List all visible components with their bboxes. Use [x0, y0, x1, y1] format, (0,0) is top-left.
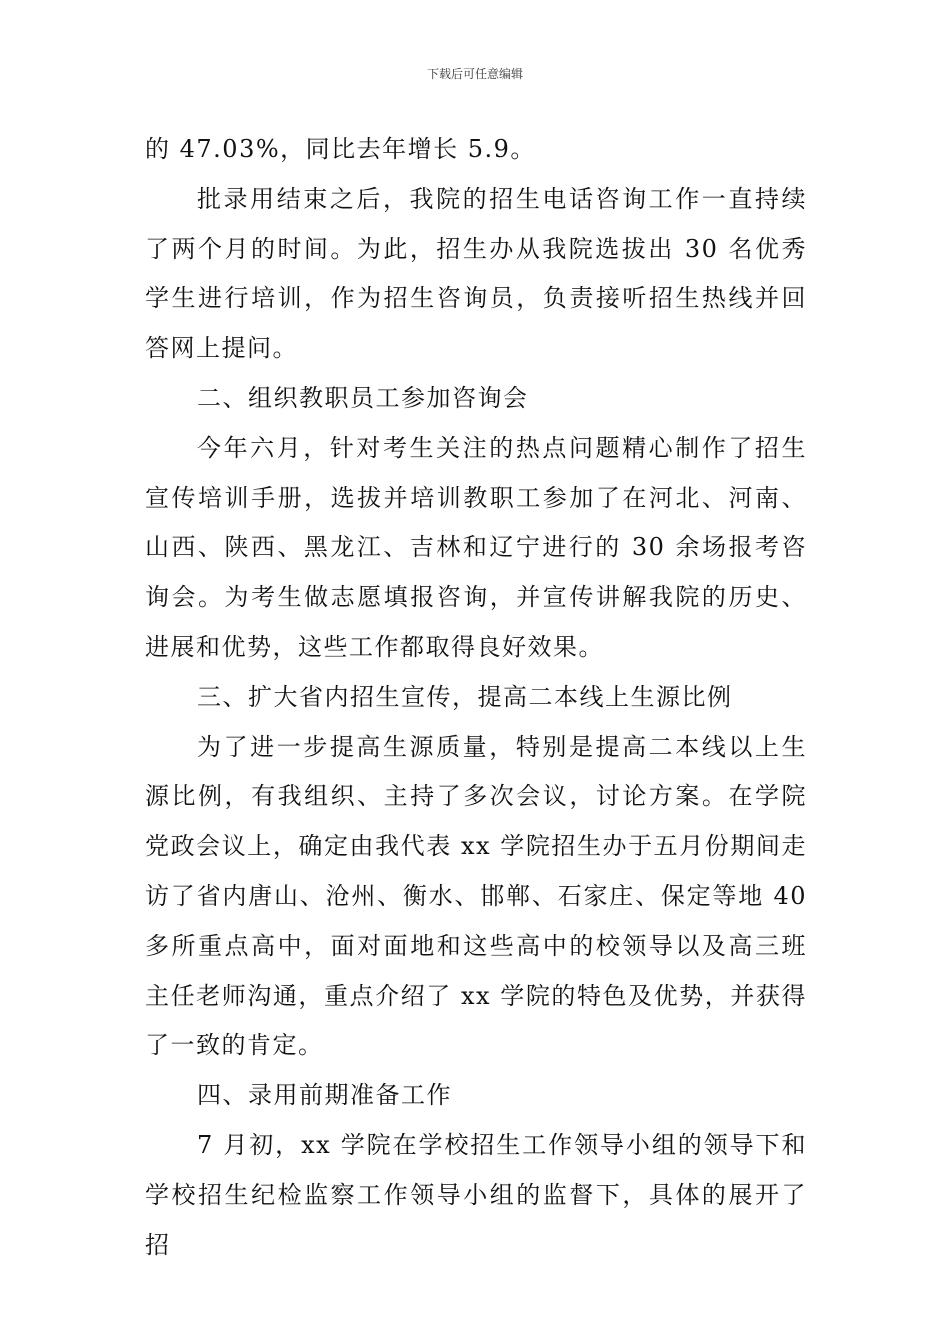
paragraph-consulting-fairs: 今年六月，针对考生关注的热点问题精心制作了招生宣传培训手册，选拔并培训教职工参加了在河北、河南、山西、陕西、黑龙江、吉林和辽宁进行的 30 余场报考咨询会。为考生做志愿填报咨询，并宣传讲解我院的历史、进展和优势，这些工作都取得良好效果。 [145, 433, 807, 661]
paragraph-hotline-consulting: 批录用结束之后，我院的招生电话咨询工作一直持续了两个月的时间。为此，招生办从我院选拔出 30 名优秀学生进行培训，作为招生咨询员，负责接听招生热线并回答网上提问。 [145, 184, 807, 363]
paragraph-preparation: 7 月初，xx 学院在学校招生工作领导小组的领导下和学校招生纪检监察工作领导小组的监督下，具体的展开了招 [145, 1130, 807, 1259]
paragraph-continuation: 的 47.03%，同比去年增长 5.9。 [145, 135, 536, 163]
document-body [145, 125, 807, 1270]
section-heading-2: 二、组织教职员工参加咨询会 [197, 383, 529, 412]
paragraph-provincial-promotion: 为了进一步提高生源质量，特别是提高二本线以上生源比例，有我组织、主持了多次会议，讨论方案。在学院党政会议上，确定由我代表 xx 学院招生办于五月份期间走访了省内唐山、沧州、衡水、邯郸、石家庄、保定等地 40 多所重点高中，面对面地和这些高中的校领导以及高三班主任老师沟通，重点介绍了 xx 学院的特色及优势，并获得了一致的肯定。 [145, 732, 807, 1060]
section-heading-3: 三、扩大省内招生宣传，提高二本线上生源比例 [197, 682, 733, 711]
page-header: 下载后可任意编辑 [426, 67, 523, 81]
section-heading-4: 四、录用前期准备工作 [197, 1081, 452, 1110]
